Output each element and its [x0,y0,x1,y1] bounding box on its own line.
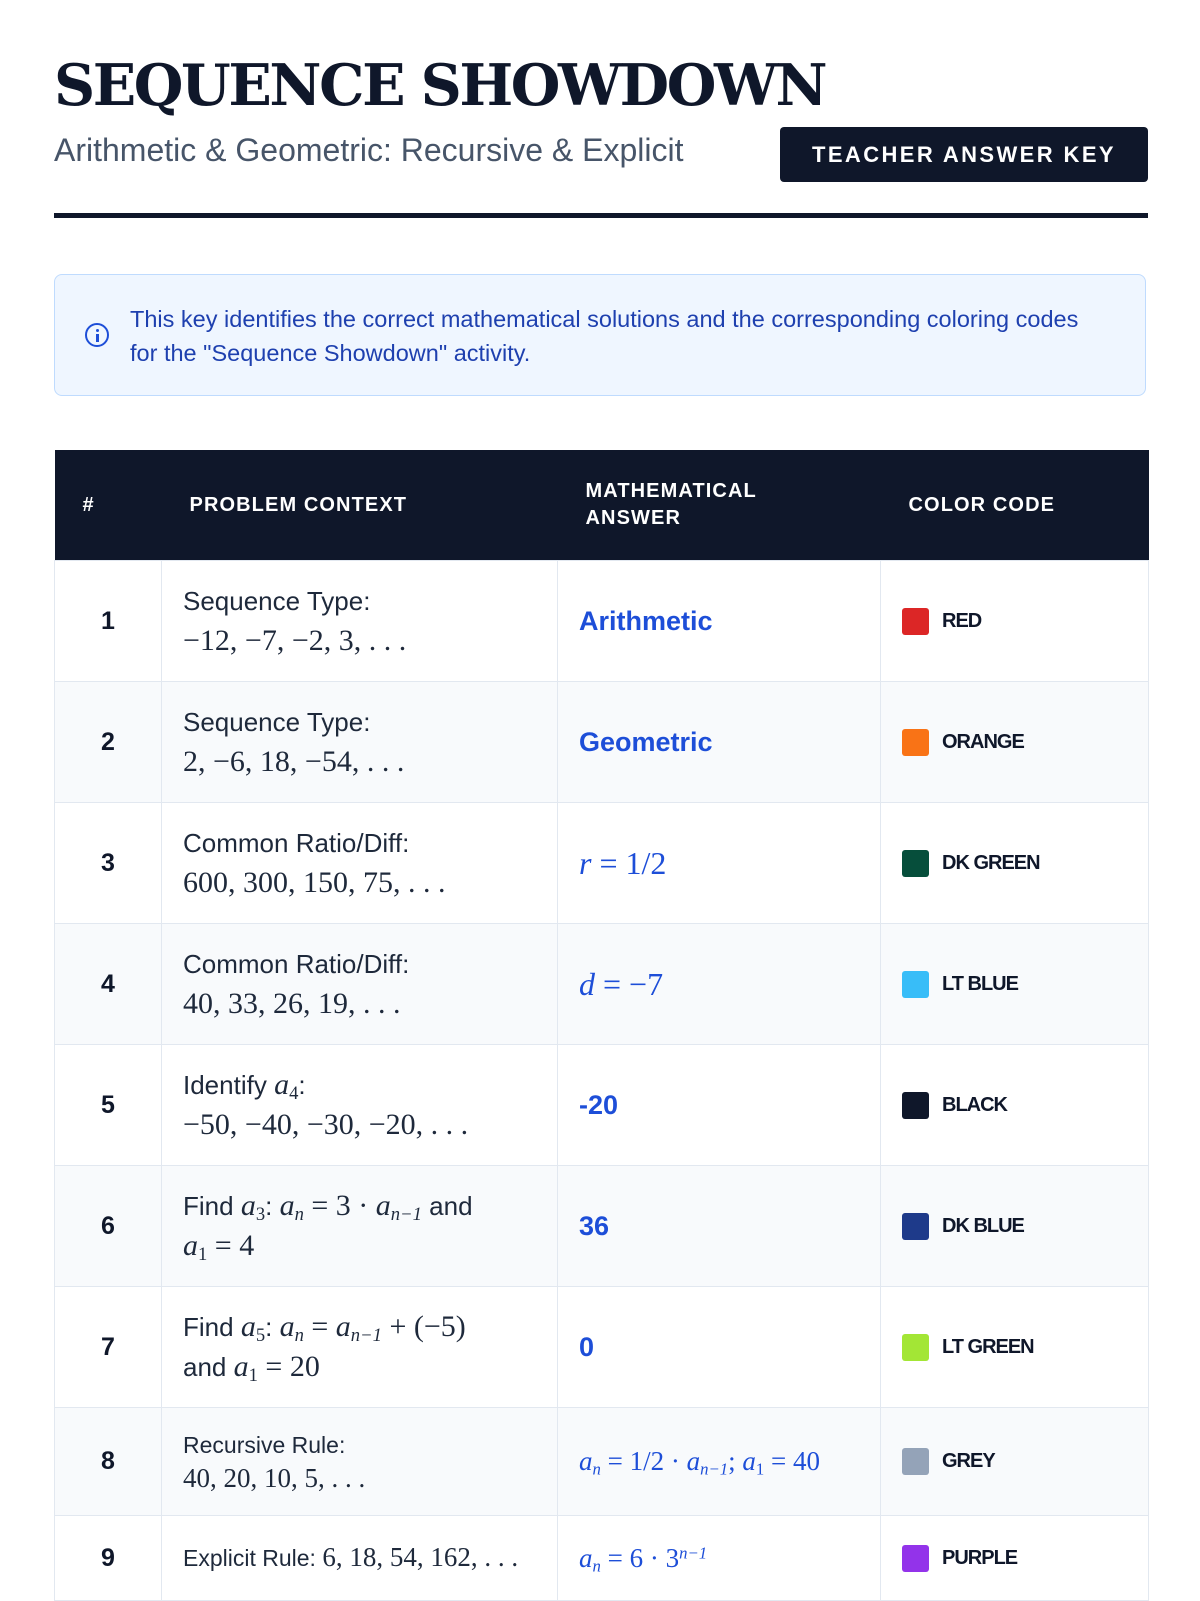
color-swatch [902,1213,929,1240]
formula-operator: = 20 [257,1350,320,1383]
context-label: Identify [183,1070,267,1100]
problem-context [162,682,558,803]
context-sequence: 600, 300, 150, 75, . . . [183,866,446,899]
index-symbol: n−1 [350,1325,382,1347]
term-index: 1 [755,1459,765,1479]
problem-context [162,803,558,924]
row-number: 2 [55,682,162,803]
answer-variable: d [579,965,595,1002]
index-symbol: n−1 [390,1204,422,1226]
color-label: BLACK [942,1093,1007,1116]
term-symbol: a [279,1189,295,1222]
color-label: PURPLE [942,1546,1018,1569]
table-row [55,1287,1149,1408]
context-sequence: 40, 33, 26, 19, . . . [183,987,401,1020]
math-answer: 0 [558,1287,881,1408]
math-answer: -20 [558,1045,881,1166]
row-number: 1 [55,561,162,682]
column-header-number: # [55,450,162,561]
table-row [55,1045,1149,1166]
context-sequence: 2, −6, 18, −54, . . . [183,745,405,778]
row-number: 5 [55,1045,162,1166]
color-label: LT GREEN [942,1335,1034,1358]
index-symbol: n−1 [700,1459,729,1479]
term-index [593,1460,601,1479]
term-index: 1 [248,1365,258,1387]
term-index: 3 [255,1204,266,1226]
table-row [55,561,1149,682]
term-symbol: a [579,1446,593,1476]
page-title: SEQUENCE SHOWDOWN [54,52,826,119]
color-swatch [902,1092,929,1119]
context-sequence: 40, 20, 10, 5, . . . [183,1462,366,1493]
formula-operator: = 1/2 · [600,1446,687,1476]
formula-operator: ; [728,1446,743,1476]
teacher-answer-key-badge: TEACHER ANSWER KEY [780,127,1148,182]
term-symbol: a [686,1446,701,1476]
formula-operator: + (−5) [381,1310,466,1343]
problem-context [162,1516,558,1601]
term-symbol: a [183,1229,198,1262]
color-swatch [902,1448,929,1475]
term-symbol: a [274,1068,290,1101]
answer-formula [579,845,666,881]
table-row [55,1408,1149,1516]
index-symbol: n [592,1556,601,1576]
context-label: Find [183,1191,234,1221]
color-label: DK GREEN [942,851,1040,874]
color-code [881,803,1149,924]
color-swatch [902,729,929,756]
index-symbol: n [592,1459,601,1479]
math-answer: 36 [558,1166,881,1287]
context-line-2 [183,1347,557,1387]
problem-context [162,1166,558,1287]
table-row [55,1166,1149,1287]
term-symbol: a [742,1446,756,1476]
context-line-2 [183,1226,557,1266]
color-code [881,924,1149,1045]
context-word: and [429,1191,473,1221]
term-symbol: a [240,1189,256,1222]
answer-table [54,450,1149,1601]
context-label: Recursive Rule: [183,1431,346,1458]
term-index [700,1460,728,1479]
table-row [55,924,1149,1045]
color-code [881,1408,1149,1516]
column-header-color-code: COLOR CODE [881,450,1149,561]
color-swatch [902,850,929,877]
term-symbol: a [279,1310,295,1343]
row-number: 4 [55,924,162,1045]
term-index [351,1325,382,1346]
answer-formula [579,1446,821,1479]
column-header-problem-context: PROBLEM CONTEXT [162,450,558,561]
context-label: Common Ratio/Diff: [183,949,410,979]
recursive-formula [240,1310,266,1347]
table-row [55,803,1149,924]
formula-operator: = 6 · 3 [600,1542,680,1573]
recursive-formula [279,1310,466,1347]
color-swatch [902,1334,929,1361]
context-term [274,1068,299,1105]
term-symbol: a [335,1310,351,1343]
math-answer: Geometric [558,682,881,803]
context-label: Common Ratio/Diff: [183,828,410,858]
term-symbol: a [375,1189,391,1222]
row-number: 7 [55,1287,162,1408]
context-label: Sequence Type: [183,586,371,616]
formula-operator: = 3 · [303,1189,376,1222]
index-symbol: n [294,1325,304,1347]
problem-context [162,1287,558,1408]
row-number: 6 [55,1166,162,1287]
info-callout [54,274,1146,396]
row-number: 9 [55,1516,162,1601]
term-symbol: a [579,1542,593,1573]
color-swatch [902,971,929,998]
initial-condition [233,1350,320,1387]
color-label: GREY [942,1450,995,1472]
color-swatch [902,608,929,635]
answer-value: = −7 [595,965,664,1002]
term-index [391,1204,422,1225]
recursive-formula [240,1189,266,1226]
problem-context [162,1045,558,1166]
color-code [881,1516,1149,1601]
context-sequence: −12, −7, −2, 3, . . . [183,624,407,657]
formula-operator: = 4 [207,1229,255,1262]
context-line-1: Find $a_5$: $a_n = a_{n-1} + (-5)$ [183,1310,466,1347]
color-code [881,1166,1149,1287]
context-label: Sequence Type: [183,707,371,737]
row-number: 3 [55,803,162,924]
page-subtitle: Arithmetic & Geometric: Recursive & Explicit [54,132,684,168]
color-label: LT BLUE [942,972,1018,995]
color-label: DK BLUE [942,1214,1024,1237]
recursive-formula [279,1189,422,1226]
term-index: 1 [198,1244,208,1266]
problem-context [162,561,558,682]
answer-value: = 1/2 [591,844,667,881]
math-answer [558,1516,881,1601]
table-header-row [55,450,1149,561]
term-symbol: a [233,1350,249,1383]
formula-operator: = [303,1310,336,1343]
context-sequence: 6, 18, 54, 162, . . . [322,1542,519,1572]
math-answer [558,1408,881,1516]
color-swatch [902,1545,929,1572]
math-answer [558,803,881,924]
problem-context [162,1408,558,1516]
context-label: Find [183,1312,234,1342]
answer-variable: r [579,844,592,881]
table-row [55,1516,1149,1601]
info-icon [85,323,109,347]
context-line-1: Find $a_3$: $a_n = 3 \cdot a_{n-1}$ and [183,1189,473,1226]
info-text: This key identifies the correct mathematical solutions and the corresponding coloring codes for the "Sequence Showdown" activity. [130,306,1079,366]
term-index [295,1325,304,1346]
context-sequence: −50, −40, −30, −20, . . . [183,1108,469,1141]
context-label-line: Identify $a_4$: [183,1068,306,1105]
color-code [881,561,1149,682]
color-code [881,1045,1149,1166]
color-code [881,1287,1149,1408]
exponent-symbol: n−1 [679,1543,708,1563]
answer-formula [579,1542,708,1576]
color-label: RED [942,609,982,632]
formula-operator: = 40 [764,1446,821,1476]
math-answer [558,924,881,1045]
term-index [295,1204,304,1225]
exponent [679,1543,707,1562]
term-index: 4 [289,1083,299,1105]
table-row [55,682,1149,803]
index-symbol: n [294,1204,304,1226]
column-header-mathematical-answer: MATHEMATICAL ANSWER [558,450,881,561]
answer-formula [579,966,663,1002]
math-answer: Arithmetic [558,561,881,682]
header-divider [54,213,1148,218]
row-number: 8 [55,1408,162,1516]
context-word: and [183,1352,227,1382]
term-index: 5 [255,1325,266,1347]
term-symbol: a [240,1310,256,1343]
color-label: ORANGE [942,730,1024,753]
problem-context [162,924,558,1045]
color-code [881,682,1149,803]
context-label: Explicit Rule: [183,1545,316,1571]
term-index [593,1556,601,1575]
